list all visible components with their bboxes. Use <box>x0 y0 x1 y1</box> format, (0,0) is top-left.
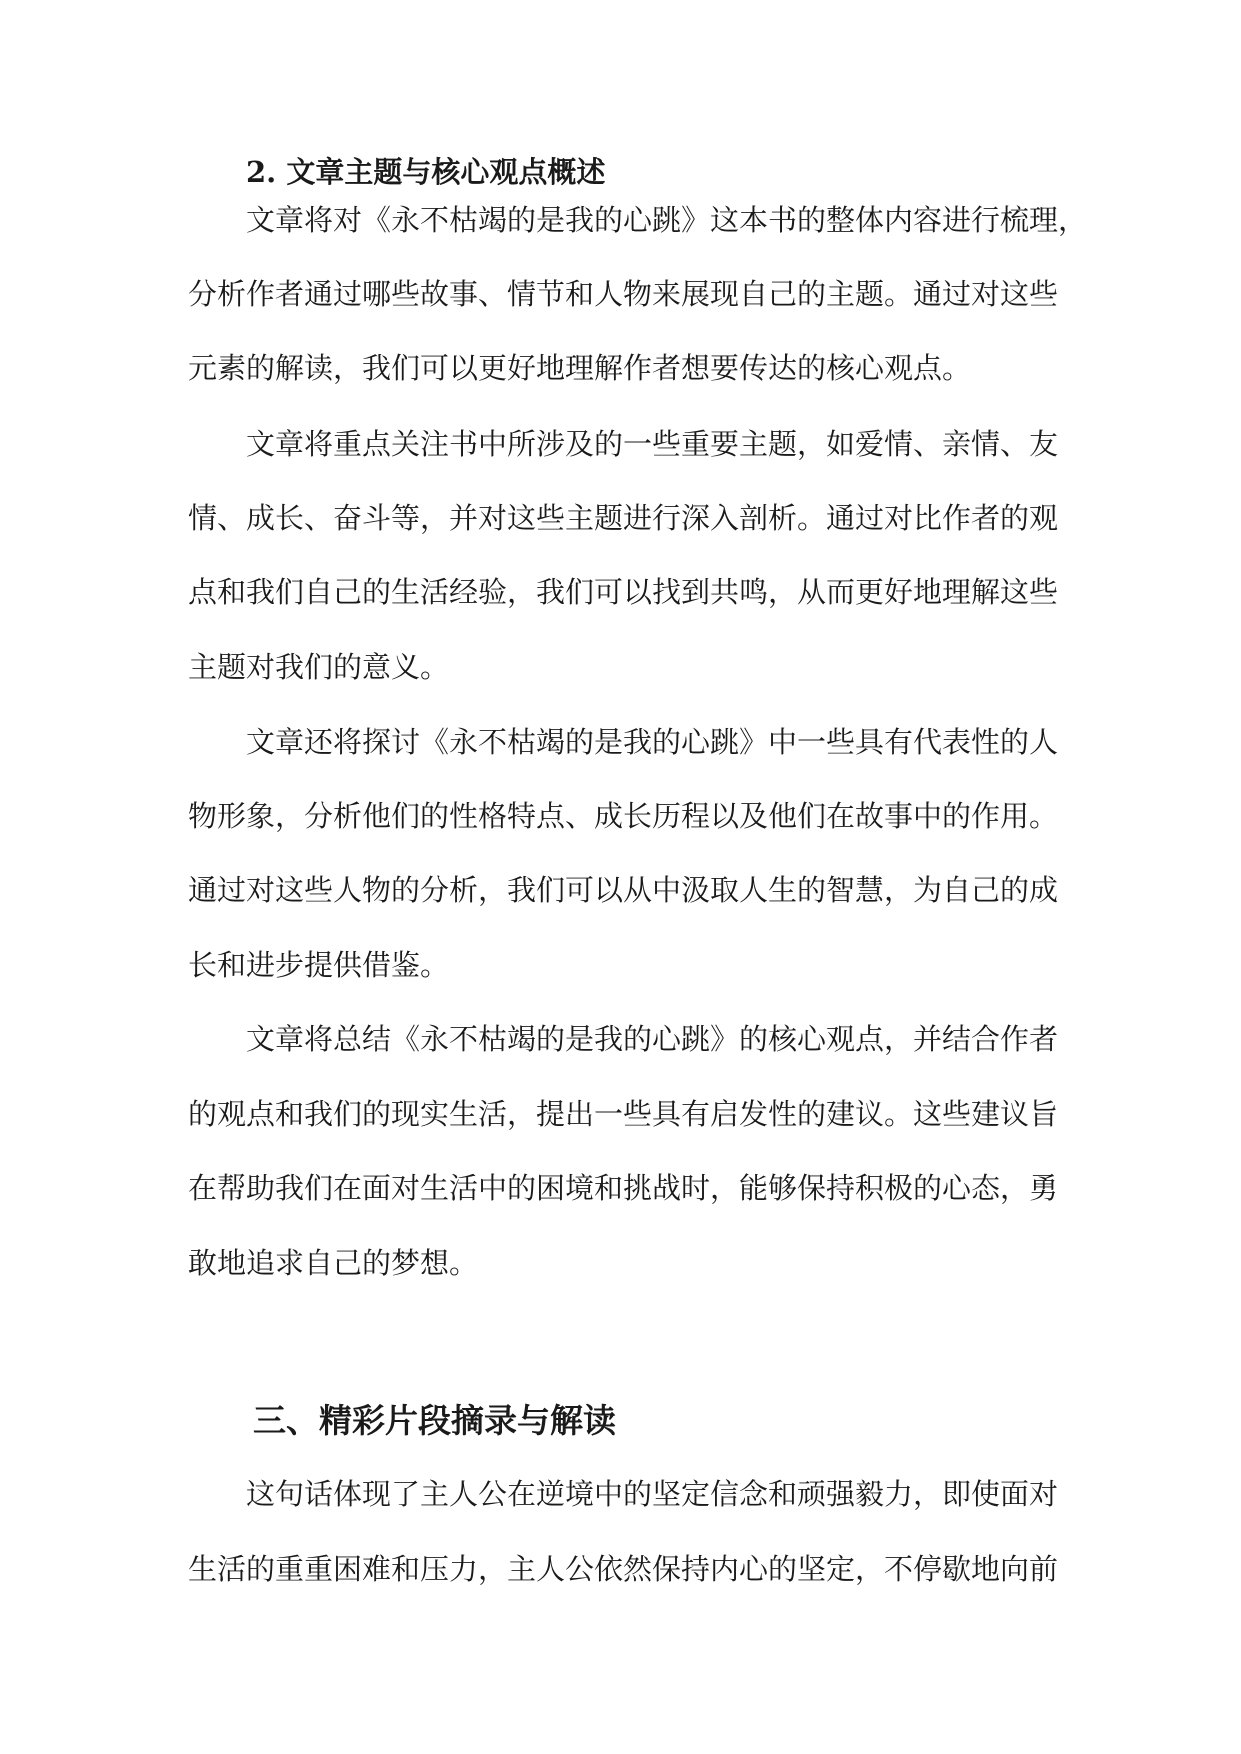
paragraph-line: 情、成长、奋斗等，并对这些主题进行深入剖析。通过对比作者的观 <box>188 501 1059 535</box>
paragraph-line: 生活的重重困难和压力，主人公依然保持内心的坚定，不停歇地向前 <box>188 1552 1059 1586</box>
paragraph-line: 主题对我们的意义。 <box>188 650 450 684</box>
paragraph-line: 元素的解读，我们可以更好地理解作者想要传达的核心观点。 <box>188 351 972 385</box>
paragraph-line: 点和我们自己的生活经验，我们可以找到共鸣，从而更好地理解这些 <box>188 575 1059 609</box>
paragraph-line: 长和进步提供借鉴。 <box>188 948 450 982</box>
paragraph-line: 的观点和我们的现实生活，提出一些具有启发性的建议。这些建议旨 <box>188 1097 1059 1131</box>
section-heading-3: 三、精彩片段摘录与解读 <box>253 1401 616 1440</box>
paragraph-line: 文章将总结《永不枯竭的是我的心跳》的核心观点，并结合作者 <box>246 1022 1059 1056</box>
section-heading-2: 2. 文章主题与核心观点概述 <box>246 155 606 189</box>
paragraph-line: 物形象，分析他们的性格特点、成长历程以及他们在故事中的作用。 <box>188 799 1059 833</box>
paragraph-line: 在帮助我们在面对生活中的困境和挑战时，能够保持积极的心态，勇 <box>188 1171 1059 1205</box>
paragraph-line: 文章将重点关注书中所涉及的一些重要主题，如爱情、亲情、友 <box>246 427 1059 461</box>
paragraph-line: 通过对这些人物的分析，我们可以从中汲取人生的智慧，为自己的成 <box>188 873 1059 907</box>
paragraph-line: 文章还将探讨《永不枯竭的是我的心跳》中一些具有代表性的人 <box>246 725 1059 759</box>
paragraph-line: 这句话体现了主人公在逆境中的坚定信念和顽强毅力，即使面对 <box>246 1477 1059 1511</box>
paragraph-line: 分析作者通过哪些故事、情节和人物来展现自己的主题。通过对这些 <box>188 277 1059 311</box>
paragraph-line: 敢地追求自己的梦想。 <box>188 1246 479 1280</box>
paragraph-line: 文章将对《永不枯竭的是我的心跳》这本书的整体内容进行梳理， <box>246 203 1088 237</box>
